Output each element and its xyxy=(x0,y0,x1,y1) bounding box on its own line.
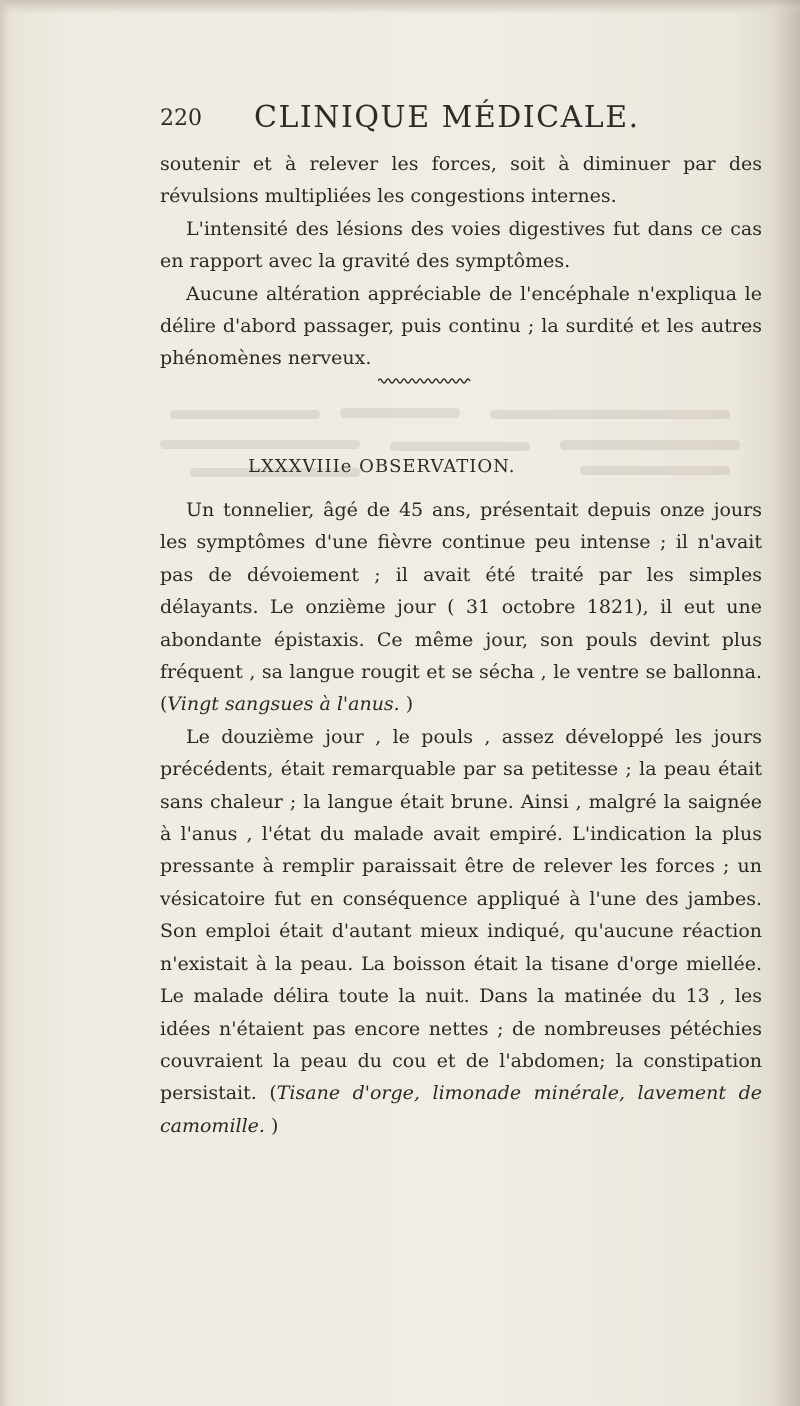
paragraph xyxy=(160,494,762,721)
page-number: 220 xyxy=(160,106,202,131)
running-title: CLINIQUE MÉDICALE. xyxy=(254,100,640,135)
treatment-note: Vingt sangsues à l'anus. xyxy=(167,693,400,716)
page-header xyxy=(160,100,640,140)
paragraph-text: Le douzième jour , le pouls , assez développé les jours précédents, était remarquable par sa petitesse ; la peau était sans chaleur ; la langue était brune. Ainsi , malgré la saignée à l'anus , l'état du malade avait empiré. L'indication la plus pressante à remplir paraissait être de relever les forces ; un vésicatoire fut en conséquence appliqué à l'une des jambes. Son emploi était d'autant mieux indiqué, qu'aucune réaction n'existait à la peau. La boisson était la tisane d'orge miellée. Le malade délira toute la nuit. Dans la matinée du 13 , les idées n'étaient pas encore nettes ; de nombreuses pétéchies couvraient la peau du cou et de l'abdomen; la constipation persistait. ( xyxy=(160,725,762,1105)
paragraph-close: ) xyxy=(399,693,414,716)
paragraph: soutenir et à relever les forces, soit à diminuer par des révulsions multipliées les congestions internes. xyxy=(160,153,762,208)
intro-text xyxy=(160,148,762,375)
paragraph: L'intensité des lésions des voies digestives fut dans ce cas en rapport avec la gravité des symptômes. xyxy=(160,217,762,273)
paragraph xyxy=(160,721,762,1142)
page-gutter-shadow xyxy=(0,0,10,1406)
page-edge-shadow xyxy=(774,0,800,1406)
paragraph: Aucune altération appréciable de l'encéphale n'expliqua le délire d'abord passager, puis continu ; la surdité et les autres phénomènes nerveux. xyxy=(160,282,762,370)
section-heading: LXXXVIIIe OBSERVATION. xyxy=(248,456,516,477)
page-top-edge xyxy=(0,0,800,14)
treatment-note: Tisane d'orge, limonade minérale, lavement de camomille. xyxy=(160,1082,762,1137)
paragraph-text: Un tonnelier, âgé de 45 ans, présentait depuis onze jours les symptômes d'une fièvre continue peu intense ; il n'avait pas de dévoiement ; il avait été traité par les simples délayants. Le onzième jour ( 31 octobre 1821), il eut une abondante épistaxis. Ce même jour, son pouls devint plus fréquent , sa langue rougit et se sécha , le ventre se ballonna. ( xyxy=(160,499,762,716)
paragraph-close: ) xyxy=(264,1114,279,1137)
wavy-rule-ornament-icon xyxy=(378,376,472,386)
observation-text xyxy=(160,494,762,1142)
